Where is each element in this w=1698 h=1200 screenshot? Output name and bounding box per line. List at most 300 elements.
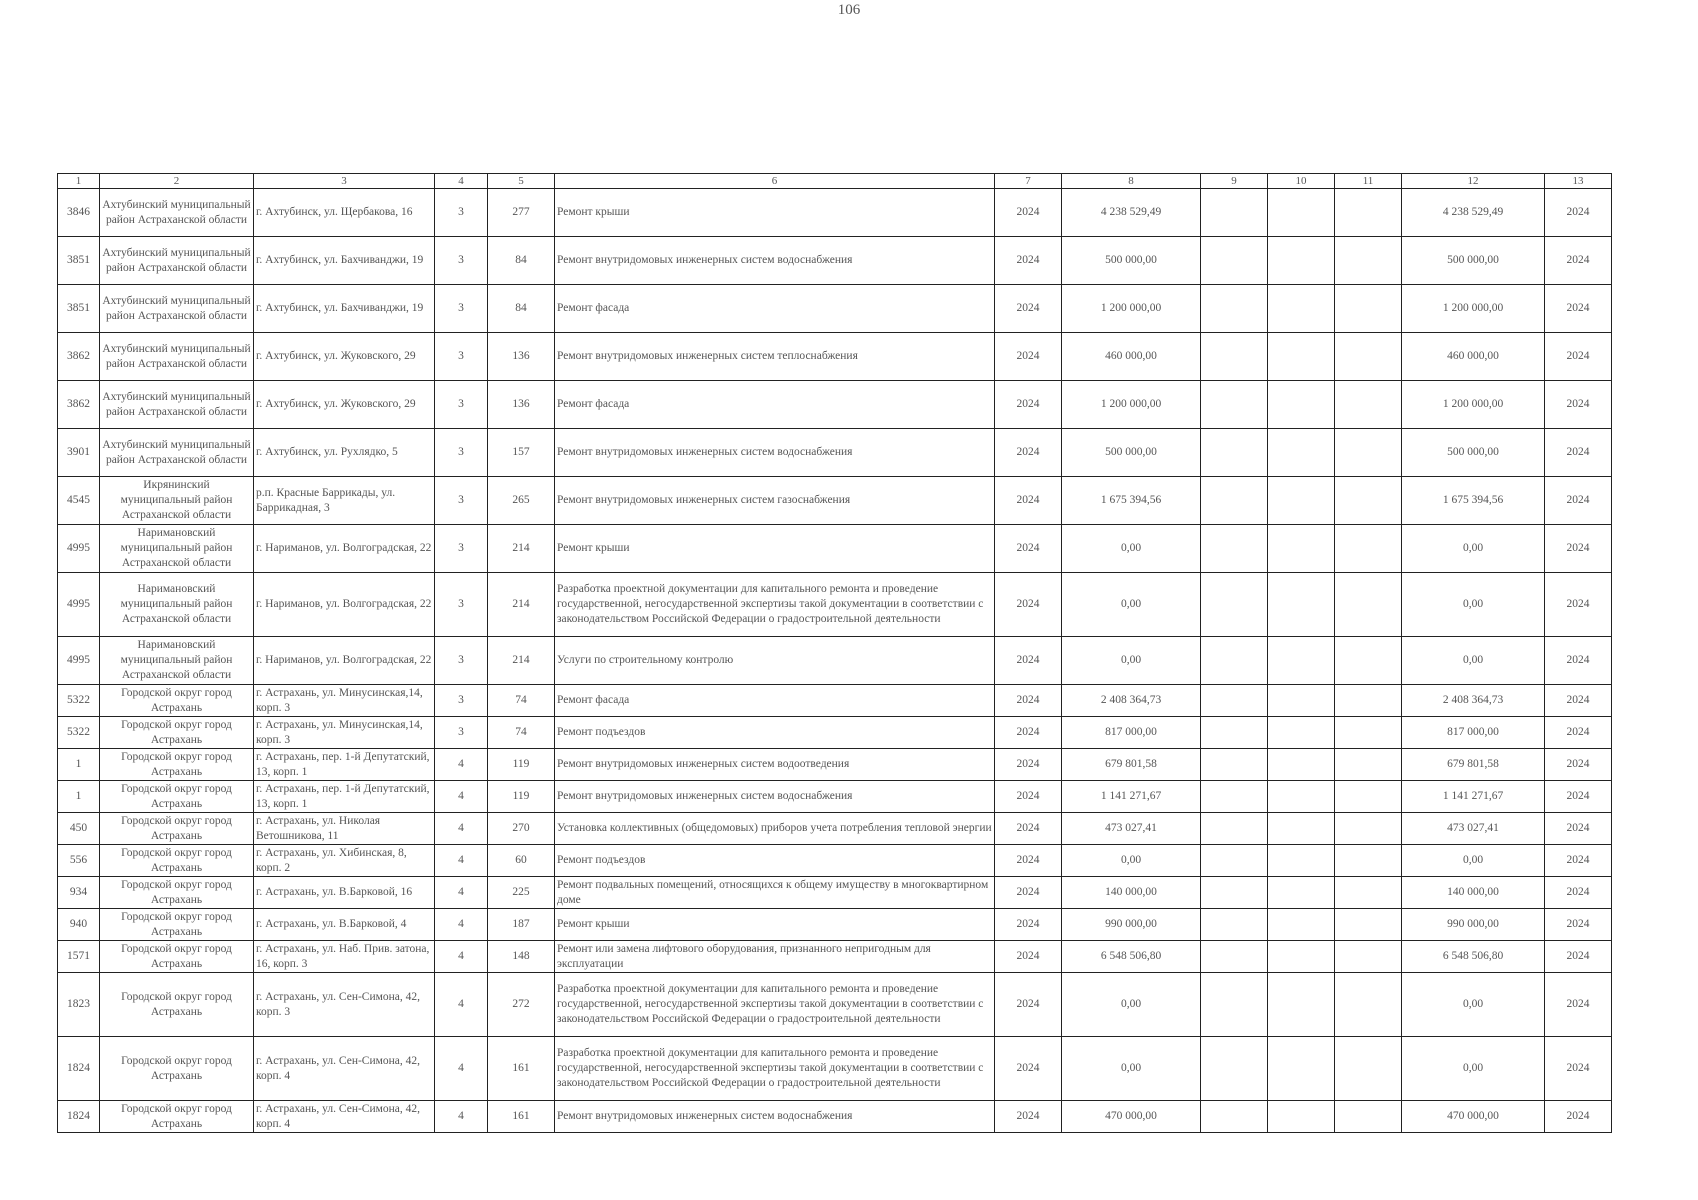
cell-col-6: Ремонт внутридомовых инженерных систем водоснабжения [555, 237, 995, 285]
column-header-8: 8 [1062, 174, 1201, 189]
column-header-11: 11 [1335, 174, 1402, 189]
cell-col-9 [1201, 749, 1268, 781]
cell-col-11 [1335, 477, 1402, 525]
cell-col-8: 0,00 [1062, 573, 1201, 637]
table-row [58, 573, 1612, 637]
table-row [58, 333, 1612, 381]
cell-col-7: 2024 [995, 909, 1062, 941]
cell-col-12: 2 408 364,73 [1402, 685, 1545, 717]
cell-col-11 [1335, 973, 1402, 1037]
cell-col-10 [1268, 573, 1335, 637]
cell-col-2: Ахтубинский муниципальный район Астраханской области [100, 333, 254, 381]
cell-col-1: 934 [58, 877, 100, 909]
cell-col-10 [1268, 781, 1335, 813]
cell-col-11 [1335, 909, 1402, 941]
cell-col-12: 500 000,00 [1402, 429, 1545, 477]
cell-col-11 [1335, 813, 1402, 845]
cell-col-7: 2024 [995, 1101, 1062, 1133]
table-row [58, 749, 1612, 781]
cell-col-12: 0,00 [1402, 973, 1545, 1037]
cell-col-12: 1 200 000,00 [1402, 381, 1545, 429]
cell-col-12: 1 675 394,56 [1402, 477, 1545, 525]
table-row [58, 781, 1612, 813]
table-row [58, 973, 1612, 1037]
cell-col-6: Разработка проектной документации для капитального ремонта и проведение государственной, негосударственной экспертизы такой документации в соответствии с законодательством Российской Федерации о градостроительной деятельности [555, 573, 995, 637]
cell-col-7: 2024 [995, 285, 1062, 333]
cell-col-11 [1335, 845, 1402, 877]
cell-col-6: Ремонт подвальных помещений, относящихся к общему имуществу в многоквартирном доме [555, 877, 995, 909]
cell-col-1: 5322 [58, 685, 100, 717]
cell-col-9 [1201, 637, 1268, 685]
cell-col-13: 2024 [1545, 685, 1612, 717]
cell-col-3: г. Астрахань, ул. Наб. Прив. затона, 16, корп. 3 [254, 941, 435, 973]
cell-col-5: 136 [488, 333, 555, 381]
cell-col-4: 4 [435, 749, 488, 781]
cell-col-4: 3 [435, 477, 488, 525]
cell-col-6: Ремонт крыши [555, 189, 995, 237]
table-row [58, 381, 1612, 429]
cell-col-6: Ремонт подъездов [555, 717, 995, 749]
cell-col-2: Городской округ город Астрахань [100, 909, 254, 941]
cell-col-9 [1201, 717, 1268, 749]
table-row [58, 685, 1612, 717]
cell-col-6: Ремонт внутридомовых инженерных систем водоснабжения [555, 1101, 995, 1133]
cell-col-1: 4545 [58, 477, 100, 525]
cell-col-10 [1268, 909, 1335, 941]
cell-col-1: 4995 [58, 637, 100, 685]
table-row [58, 237, 1612, 285]
cell-col-4: 3 [435, 685, 488, 717]
cell-col-10 [1268, 381, 1335, 429]
page-number: 106 [837, 2, 861, 18]
cell-col-11 [1335, 749, 1402, 781]
cell-col-11 [1335, 525, 1402, 573]
cell-col-9 [1201, 941, 1268, 973]
cell-col-3: г. Астрахань, ул. В.Барковой, 16 [254, 877, 435, 909]
column-header-1: 1 [58, 174, 100, 189]
cell-col-5: 161 [488, 1101, 555, 1133]
cell-col-6: Установка коллективных (общедомовых) приборов учета потребления тепловой энергии [555, 813, 995, 845]
cell-col-6: Ремонт внутридомовых инженерных систем водоотведения [555, 749, 995, 781]
cell-col-6: Ремонт фасада [555, 381, 995, 429]
cell-col-11 [1335, 877, 1402, 909]
cell-col-1: 3901 [58, 429, 100, 477]
cell-col-9 [1201, 189, 1268, 237]
cell-col-4: 4 [435, 845, 488, 877]
cell-col-4: 4 [435, 1037, 488, 1101]
cell-col-10 [1268, 189, 1335, 237]
cell-col-12: 679 801,58 [1402, 749, 1545, 781]
cell-col-4: 4 [435, 941, 488, 973]
cell-col-3: г. Ахтубинск, ул. Щербакова, 16 [254, 189, 435, 237]
cell-col-2: Городской округ город Астрахань [100, 845, 254, 877]
cell-col-9 [1201, 237, 1268, 285]
cell-col-3: г. Астрахань, ул. Хибинская, 8, корп. 2 [254, 845, 435, 877]
cell-col-8: 990 000,00 [1062, 909, 1201, 941]
cell-col-3: г. Астрахань, ул. Минусинская,14, корп. 3 [254, 717, 435, 749]
cell-col-2: Городской округ город Астрахань [100, 1101, 254, 1133]
cell-col-2: Наримановский муниципальный район Астраханской области [100, 573, 254, 637]
cell-col-12: 6 548 506,80 [1402, 941, 1545, 973]
cell-col-1: 3862 [58, 381, 100, 429]
cell-col-1: 1824 [58, 1037, 100, 1101]
cell-col-3: г. Астрахань, ул. Сен-Симона, 42, корп. 4 [254, 1101, 435, 1133]
cell-col-10 [1268, 1101, 1335, 1133]
cell-col-6: Ремонт внутридомовых инженерных систем водоснабжения [555, 781, 995, 813]
cell-col-9 [1201, 877, 1268, 909]
cell-col-7: 2024 [995, 973, 1062, 1037]
cell-col-8: 500 000,00 [1062, 429, 1201, 477]
cell-col-1: 1823 [58, 973, 100, 1037]
cell-col-7: 2024 [995, 941, 1062, 973]
cell-col-12: 0,00 [1402, 1037, 1545, 1101]
cell-col-10 [1268, 941, 1335, 973]
cell-col-4: 4 [435, 781, 488, 813]
cell-col-12: 0,00 [1402, 525, 1545, 573]
cell-col-10 [1268, 333, 1335, 381]
cell-col-3: г. Ахтубинск, ул. Жуковского, 29 [254, 381, 435, 429]
cell-col-1: 5322 [58, 717, 100, 749]
cell-col-1: 1 [58, 749, 100, 781]
cell-col-12: 470 000,00 [1402, 1101, 1545, 1133]
cell-col-10 [1268, 749, 1335, 781]
cell-col-8: 0,00 [1062, 637, 1201, 685]
column-header-2: 2 [100, 174, 254, 189]
cell-col-11 [1335, 285, 1402, 333]
cell-col-4: 4 [435, 909, 488, 941]
table-row [58, 525, 1612, 573]
cell-col-5: 60 [488, 845, 555, 877]
cell-col-12: 460 000,00 [1402, 333, 1545, 381]
cell-col-7: 2024 [995, 749, 1062, 781]
cell-col-2: Городской округ город Астрахань [100, 781, 254, 813]
cell-col-5: 119 [488, 781, 555, 813]
cell-col-1: 3862 [58, 333, 100, 381]
cell-col-13: 2024 [1545, 781, 1612, 813]
table-row [58, 877, 1612, 909]
cell-col-12: 473 027,41 [1402, 813, 1545, 845]
cell-col-8: 140 000,00 [1062, 877, 1201, 909]
cell-col-7: 2024 [995, 429, 1062, 477]
cell-col-6: Ремонт подъездов [555, 845, 995, 877]
cell-col-9 [1201, 845, 1268, 877]
cell-col-13: 2024 [1545, 813, 1612, 845]
cell-col-7: 2024 [995, 717, 1062, 749]
cell-col-9 [1201, 525, 1268, 573]
cell-col-1: 1824 [58, 1101, 100, 1133]
cell-col-5: 157 [488, 429, 555, 477]
cell-col-9 [1201, 285, 1268, 333]
cell-col-5: 148 [488, 941, 555, 973]
cell-col-5: 84 [488, 285, 555, 333]
cell-col-10 [1268, 845, 1335, 877]
cell-col-11 [1335, 941, 1402, 973]
cell-col-8: 460 000,00 [1062, 333, 1201, 381]
cell-col-11 [1335, 381, 1402, 429]
cell-col-5: 74 [488, 685, 555, 717]
cell-col-3: г. Нариманов, ул. Волгоградская, 22 [254, 525, 435, 573]
cell-col-9 [1201, 1037, 1268, 1101]
cell-col-9 [1201, 781, 1268, 813]
cell-col-10 [1268, 973, 1335, 1037]
column-header-4: 4 [435, 174, 488, 189]
cell-col-4: 4 [435, 877, 488, 909]
cell-col-2: Ахтубинский муниципальный район Астраханской области [100, 429, 254, 477]
cell-col-13: 2024 [1545, 909, 1612, 941]
cell-col-10 [1268, 717, 1335, 749]
cell-col-8: 4 238 529,49 [1062, 189, 1201, 237]
column-header-12: 12 [1402, 174, 1545, 189]
cell-col-3: г. Нариманов, ул. Волгоградская, 22 [254, 637, 435, 685]
cell-col-3: г. Астрахань, пер. 1-й Депутатский, 13, корп. 1 [254, 749, 435, 781]
cell-col-8: 0,00 [1062, 1037, 1201, 1101]
cell-col-9 [1201, 813, 1268, 845]
cell-col-8: 500 000,00 [1062, 237, 1201, 285]
cell-col-4: 3 [435, 333, 488, 381]
cell-col-12: 4 238 529,49 [1402, 189, 1545, 237]
cell-col-5: 187 [488, 909, 555, 941]
cell-col-1: 4995 [58, 573, 100, 637]
cell-col-2: Городской округ город Астрахань [100, 877, 254, 909]
cell-col-6: Разработка проектной документации для капитального ремонта и проведение государственной, негосударственной экспертизы такой документации в соответствии с законодательством Российской Федерации о градостроительной деятельности [555, 973, 995, 1037]
table-body [58, 189, 1612, 1133]
cell-col-9 [1201, 1101, 1268, 1133]
column-header-5: 5 [488, 174, 555, 189]
cell-col-5: 214 [488, 573, 555, 637]
cell-col-13: 2024 [1545, 525, 1612, 573]
cell-col-8: 0,00 [1062, 973, 1201, 1037]
cell-col-7: 2024 [995, 477, 1062, 525]
cell-col-1: 556 [58, 845, 100, 877]
cell-col-10 [1268, 877, 1335, 909]
cell-col-3: г. Астрахань, ул. Сен-Симона, 42, корп. 4 [254, 1037, 435, 1101]
cell-col-10 [1268, 237, 1335, 285]
table-row [58, 941, 1612, 973]
capital-repair-table [57, 173, 1612, 1133]
cell-col-10 [1268, 477, 1335, 525]
cell-col-5: 272 [488, 973, 555, 1037]
table-row [58, 813, 1612, 845]
cell-col-12: 0,00 [1402, 637, 1545, 685]
cell-col-13: 2024 [1545, 429, 1612, 477]
cell-col-4: 3 [435, 573, 488, 637]
cell-col-3: г. Астрахань, ул. Николая Ветошникова, 11 [254, 813, 435, 845]
cell-col-13: 2024 [1545, 637, 1612, 685]
cell-col-4: 3 [435, 429, 488, 477]
cell-col-9 [1201, 685, 1268, 717]
cell-col-6: Ремонт внутридомовых инженерных систем водоснабжения [555, 429, 995, 477]
cell-col-9 [1201, 973, 1268, 1037]
cell-col-1: 3851 [58, 285, 100, 333]
table-row [58, 1037, 1612, 1101]
table-row [58, 845, 1612, 877]
cell-col-13: 2024 [1545, 381, 1612, 429]
cell-col-12: 817 000,00 [1402, 717, 1545, 749]
cell-col-1: 1571 [58, 941, 100, 973]
cell-col-8: 817 000,00 [1062, 717, 1201, 749]
header-row [58, 174, 1612, 189]
cell-col-1: 3851 [58, 237, 100, 285]
cell-col-9 [1201, 381, 1268, 429]
cell-col-2: Городской округ город Астрахань [100, 813, 254, 845]
cell-col-5: 119 [488, 749, 555, 781]
cell-col-6: Ремонт внутридомовых инженерных систем теплоснабжения [555, 333, 995, 381]
cell-col-11 [1335, 1101, 1402, 1133]
cell-col-4: 3 [435, 189, 488, 237]
cell-col-7: 2024 [995, 845, 1062, 877]
cell-col-2: Ахтубинский муниципальный район Астраханской области [100, 381, 254, 429]
cell-col-5: 277 [488, 189, 555, 237]
table-row [58, 909, 1612, 941]
cell-col-12: 990 000,00 [1402, 909, 1545, 941]
cell-col-10 [1268, 685, 1335, 717]
cell-col-5: 265 [488, 477, 555, 525]
cell-col-13: 2024 [1545, 877, 1612, 909]
cell-col-3: г. Нариманов, ул. Волгоградская, 22 [254, 573, 435, 637]
cell-col-2: Городской округ город Астрахань [100, 749, 254, 781]
cell-col-3: г. Ахтубинск, ул. Бахчиванджи, 19 [254, 237, 435, 285]
cell-col-1: 3846 [58, 189, 100, 237]
cell-col-11 [1335, 237, 1402, 285]
cell-col-4: 4 [435, 973, 488, 1037]
cell-col-8: 2 408 364,73 [1062, 685, 1201, 717]
cell-col-3: р.п. Красные Баррикады, ул. Баррикадная, 3 [254, 477, 435, 525]
cell-col-7: 2024 [995, 237, 1062, 285]
cell-col-11 [1335, 781, 1402, 813]
cell-col-12: 140 000,00 [1402, 877, 1545, 909]
cell-col-6: Ремонт внутридомовых инженерных систем газоснабжения [555, 477, 995, 525]
cell-col-3: г. Астрахань, ул. В.Барковой, 4 [254, 909, 435, 941]
cell-col-11 [1335, 685, 1402, 717]
cell-col-8: 470 000,00 [1062, 1101, 1201, 1133]
column-header-9: 9 [1201, 174, 1268, 189]
cell-col-10 [1268, 429, 1335, 477]
cell-col-13: 2024 [1545, 749, 1612, 781]
cell-col-8: 679 801,58 [1062, 749, 1201, 781]
cell-col-7: 2024 [995, 333, 1062, 381]
cell-col-1: 4995 [58, 525, 100, 573]
cell-col-11 [1335, 333, 1402, 381]
cell-col-6: Ремонт или замена лифтового оборудования, признанного непригодным для эксплуатации [555, 941, 995, 973]
cell-col-12: 0,00 [1402, 845, 1545, 877]
cell-col-7: 2024 [995, 637, 1062, 685]
cell-col-10 [1268, 813, 1335, 845]
table-row [58, 285, 1612, 333]
cell-col-11 [1335, 189, 1402, 237]
cell-col-13: 2024 [1545, 717, 1612, 749]
cell-col-11 [1335, 717, 1402, 749]
table-row [58, 1101, 1612, 1133]
cell-col-8: 0,00 [1062, 845, 1201, 877]
cell-col-4: 3 [435, 637, 488, 685]
column-header-7: 7 [995, 174, 1062, 189]
cell-col-13: 2024 [1545, 1037, 1612, 1101]
cell-col-13: 2024 [1545, 285, 1612, 333]
cell-col-13: 2024 [1545, 845, 1612, 877]
cell-col-10 [1268, 285, 1335, 333]
cell-col-3: г. Ахтубинск, ул. Бахчиванджи, 19 [254, 285, 435, 333]
cell-col-4: 4 [435, 813, 488, 845]
cell-col-3: г. Ахтубинск, ул. Рухлядко, 5 [254, 429, 435, 477]
cell-col-11 [1335, 573, 1402, 637]
cell-col-5: 214 [488, 525, 555, 573]
cell-col-6: Ремонт фасада [555, 685, 995, 717]
cell-col-7: 2024 [995, 573, 1062, 637]
cell-col-2: Ахтубинский муниципальный район Астраханской области [100, 237, 254, 285]
cell-col-8: 1 141 271,67 [1062, 781, 1201, 813]
cell-col-2: Наримановский муниципальный район Астраханской области [100, 637, 254, 685]
cell-col-4: 3 [435, 237, 488, 285]
table-row [58, 637, 1612, 685]
cell-col-7: 2024 [995, 189, 1062, 237]
cell-col-4: 3 [435, 285, 488, 333]
column-header-13: 13 [1545, 174, 1612, 189]
cell-col-13: 2024 [1545, 333, 1612, 381]
cell-col-11 [1335, 1037, 1402, 1101]
cell-col-9 [1201, 429, 1268, 477]
table-row [58, 189, 1612, 237]
column-header-3: 3 [254, 174, 435, 189]
column-header-10: 10 [1268, 174, 1335, 189]
cell-col-1: 1 [58, 781, 100, 813]
cell-col-10 [1268, 525, 1335, 573]
cell-col-13: 2024 [1545, 973, 1612, 1037]
cell-col-11 [1335, 637, 1402, 685]
cell-col-4: 3 [435, 381, 488, 429]
table-row [58, 429, 1612, 477]
cell-col-10 [1268, 1037, 1335, 1101]
cell-col-8: 0,00 [1062, 525, 1201, 573]
cell-col-13: 2024 [1545, 237, 1612, 285]
cell-col-11 [1335, 429, 1402, 477]
cell-col-13: 2024 [1545, 1101, 1612, 1133]
cell-col-12: 1 141 271,67 [1402, 781, 1545, 813]
cell-col-2: Городской округ город Астрахань [100, 1037, 254, 1101]
cell-col-2: Икрянинский муниципальный район Астраханской области [100, 477, 254, 525]
cell-col-7: 2024 [995, 381, 1062, 429]
cell-col-4: 3 [435, 717, 488, 749]
cell-col-6: Услуги по строительному контролю [555, 637, 995, 685]
cell-col-8: 1 200 000,00 [1062, 381, 1201, 429]
cell-col-6: Ремонт фасада [555, 285, 995, 333]
cell-col-13: 2024 [1545, 189, 1612, 237]
cell-col-5: 74 [488, 717, 555, 749]
cell-col-4: 3 [435, 525, 488, 573]
cell-col-7: 2024 [995, 813, 1062, 845]
cell-col-6: Ремонт крыши [555, 525, 995, 573]
cell-col-5: 270 [488, 813, 555, 845]
cell-col-7: 2024 [995, 781, 1062, 813]
cell-col-9 [1201, 333, 1268, 381]
cell-col-5: 214 [488, 637, 555, 685]
cell-col-2: Городской округ город Астрахань [100, 685, 254, 717]
cell-col-2: Ахтубинский муниципальный район Астраханской области [100, 189, 254, 237]
table-row [58, 477, 1612, 525]
cell-col-6: Разработка проектной документации для капитального ремонта и проведение государственной, негосударственной экспертизы такой документации в соответствии с законодательством Российской Федерации о градостроительной деятельности [555, 1037, 995, 1101]
cell-col-8: 1 675 394,56 [1062, 477, 1201, 525]
cell-col-3: г. Астрахань, ул. Сен-Симона, 42, корп. 3 [254, 973, 435, 1037]
cell-col-3: г. Астрахань, ул. Минусинская,14, корп. 3 [254, 685, 435, 717]
cell-col-4: 4 [435, 1101, 488, 1133]
cell-col-7: 2024 [995, 525, 1062, 573]
cell-col-10 [1268, 637, 1335, 685]
cell-col-12: 0,00 [1402, 573, 1545, 637]
cell-col-13: 2024 [1545, 573, 1612, 637]
table-row [58, 717, 1612, 749]
column-header-6: 6 [555, 174, 995, 189]
cell-col-8: 6 548 506,80 [1062, 941, 1201, 973]
cell-col-7: 2024 [995, 877, 1062, 909]
